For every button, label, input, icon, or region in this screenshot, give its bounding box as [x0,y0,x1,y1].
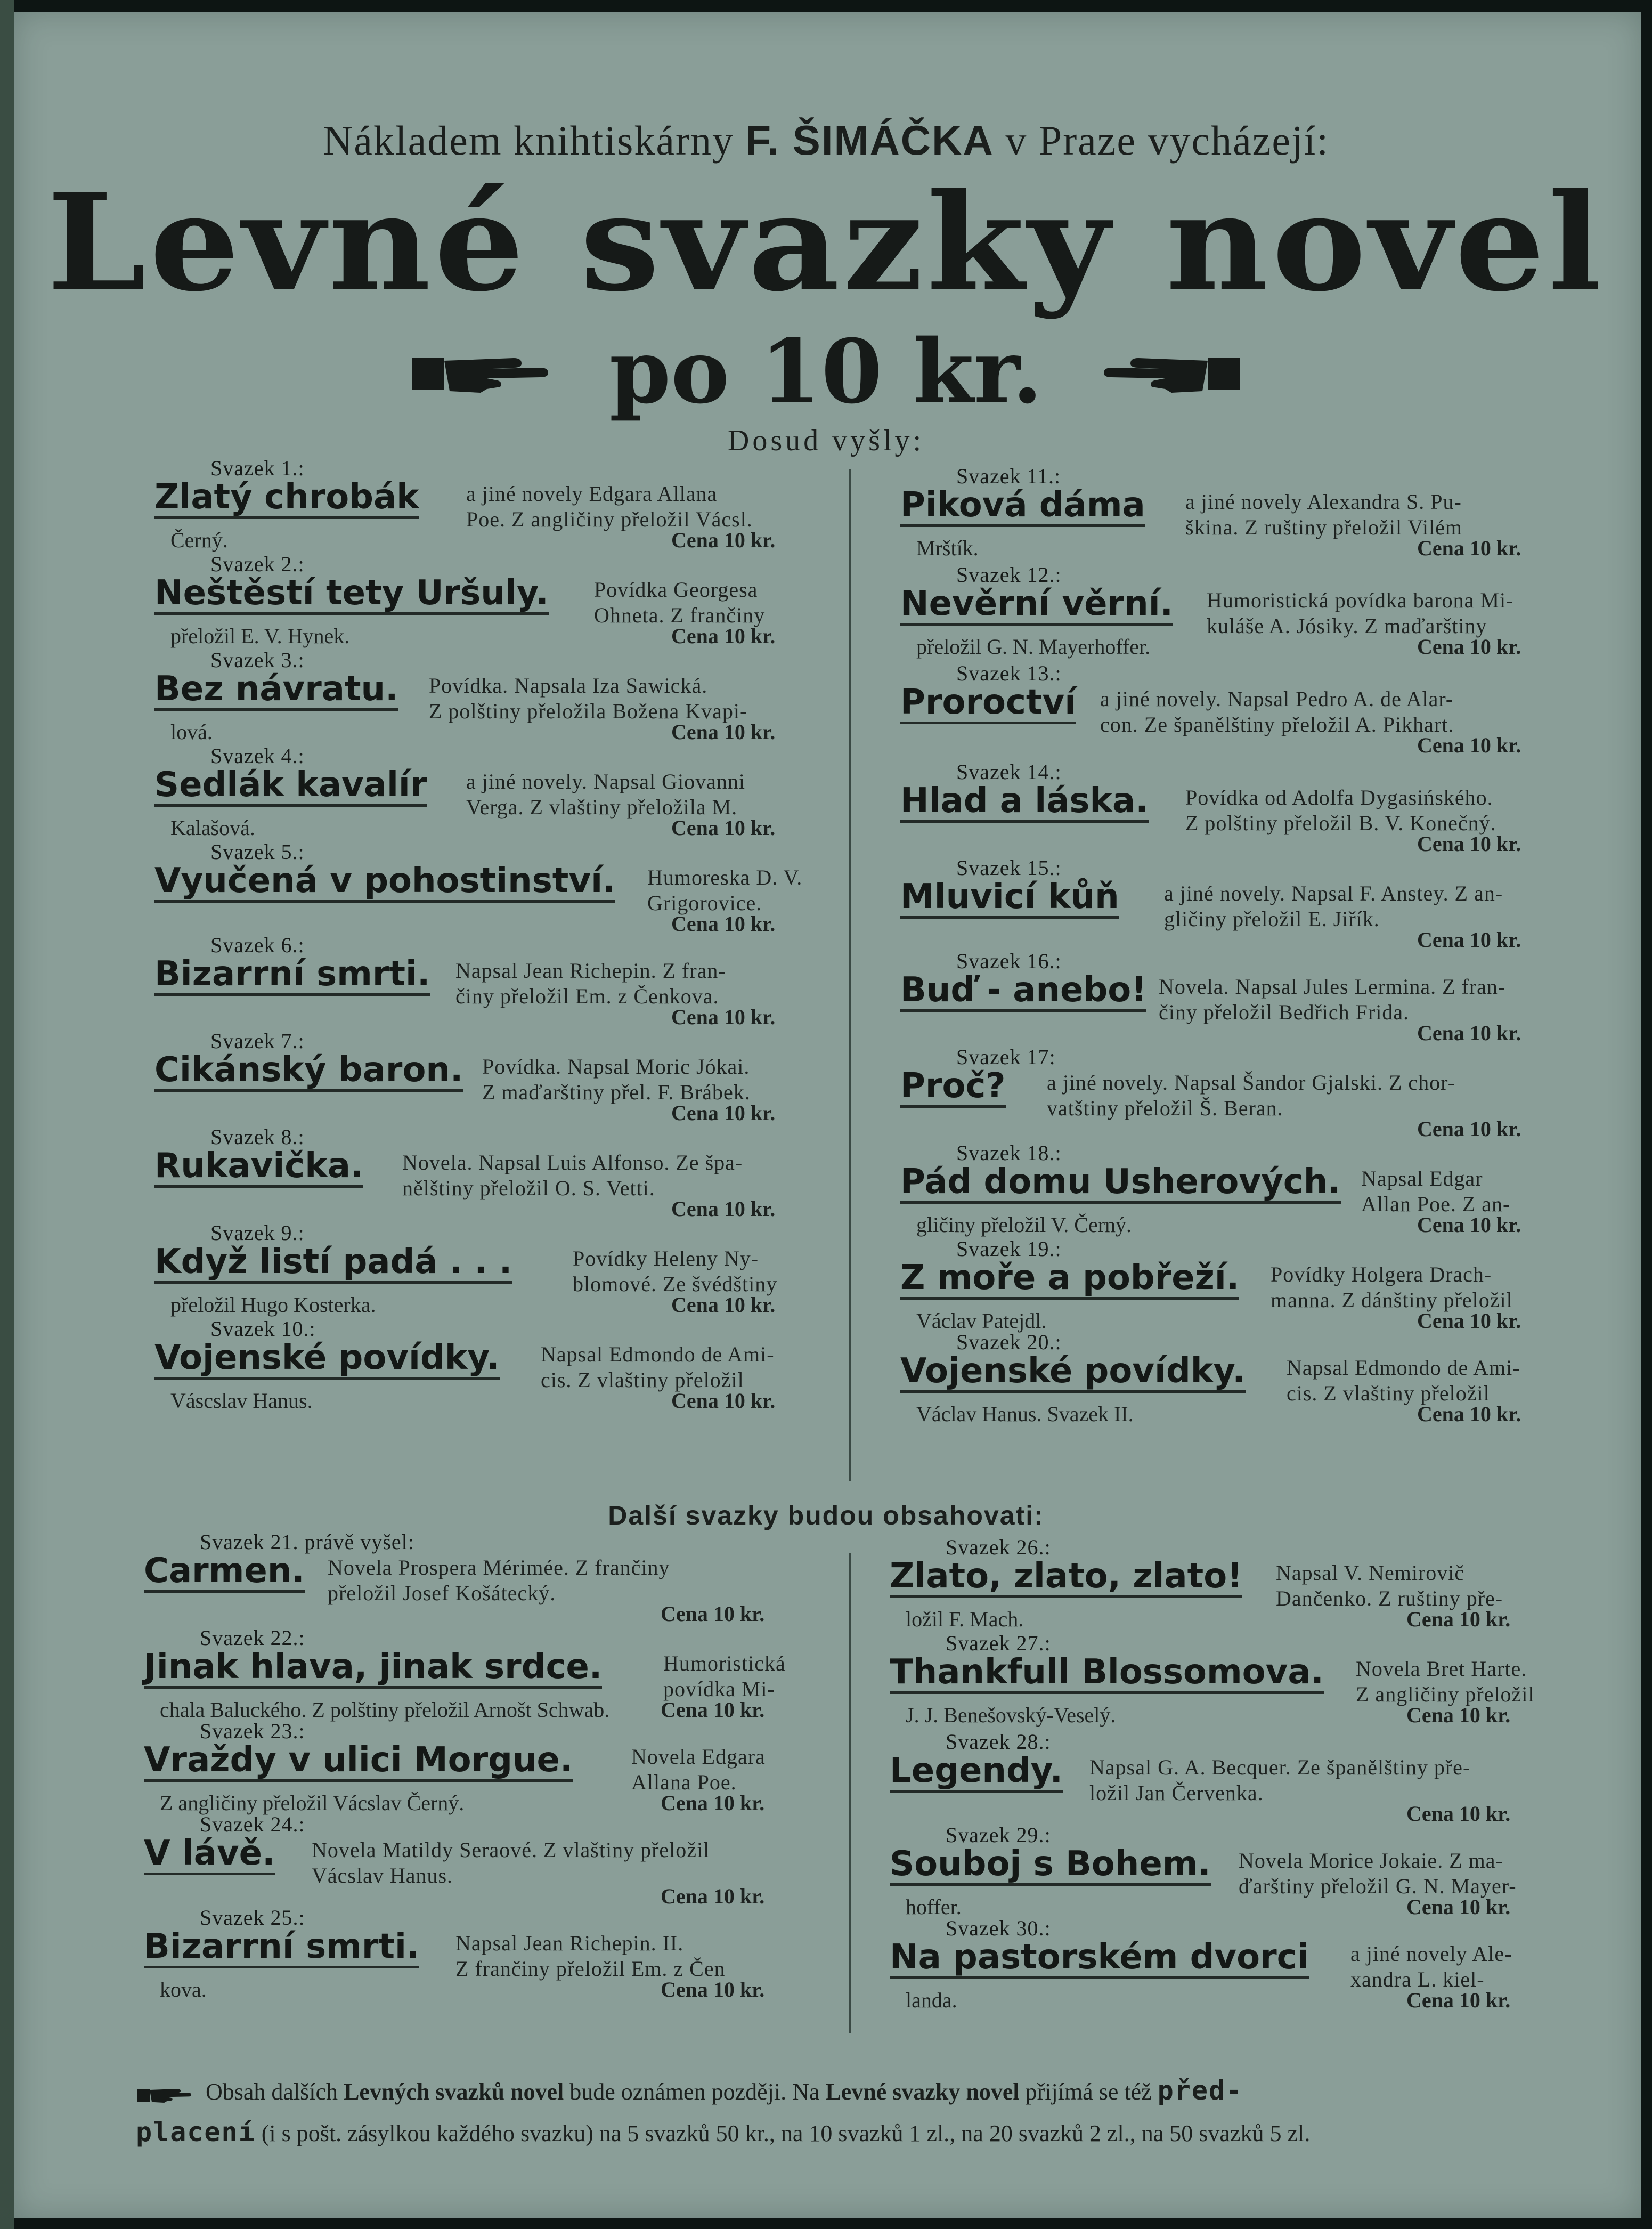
volume-price: Cena 10 kr. [1417,1021,1521,1045]
volume-title: Zlato, zlato, zlato! [890,1559,1242,1598]
page-title: Levné svazky novel [47,164,1605,321]
volume-description: a jiné novely. Napsal Pedro A. de Alar- con. Ze španělštiny přeložil A. Pikhart. [1100,687,1454,736]
volume-title: Vojenské povídky. [900,1353,1246,1393]
volume-description: Napsal V. Nemirovič Dančenko. Z ruštiny pře- [1276,1561,1503,1610]
volume-number: Svazek 27.: [946,1631,1051,1655]
volume-price: Cena 10 kr. [1406,1703,1511,1727]
pointing-hand-icon [136,2082,200,2106]
volume-title: Zlatý chrobák [154,480,419,519]
volume-number: Svazek 18.: [956,1141,1062,1165]
volume-description-tail: lová. [170,720,213,744]
volume-title: Vojenské povídky. [154,1340,500,1380]
publisher-suffix: v Praze vycházejí: [1005,117,1330,164]
volume-price: Cena 10 kr. [1406,1988,1511,2012]
volume-number: Svazek 25.: [200,1906,305,1930]
volume-description-tail: přeložil Hugo Kosterka. [170,1293,376,1317]
volume-title: Z moře a pobřeží. [900,1260,1239,1300]
volume-title: Pád domu Usherových. [900,1164,1341,1204]
volume-title: Bez návratu. [154,671,398,711]
volume-description: Povídka od Adolfa Dygasińského. Z polštiny přeložil B. V. Konečný. [1185,785,1496,835]
volume-description-tail: kova. [160,1977,207,2001]
volume-number: Svazek 24.: [200,1812,305,1836]
volume-description-tail: landa. [906,1988,957,2012]
volume-description: Napsal G. A. Becquer. Ze španělštiny pře- ložil Jan Červenka. [1089,1755,1471,1805]
volume-title: Hlad a láska. [900,783,1149,823]
volume-number: Svazek 5.: [210,840,305,864]
volume-title: Rukavička. [154,1148,363,1188]
column-divider-top [849,469,851,1481]
volume-title: Na pastorském dvorci [890,1940,1309,1979]
volume-price: Cena 10 kr. [1406,1607,1511,1631]
volume-price: Cena 10 kr. [1417,733,1521,757]
volume-price: Cena 10 kr. [1417,536,1521,560]
volume-description: Novela Edgara Allana Poe. [631,1745,766,1794]
volume-description-tail: hoffer. [906,1895,962,1919]
volume-number: Svazek 16.: [956,949,1062,973]
volume-title: Bizarrní smrti. [144,1929,419,1968]
volume-title: Souboj s Bohem. [890,1846,1211,1886]
volume-number: Svazek 22.: [200,1626,305,1650]
volume-description-tail: Václav Hanus. Svazek II. [916,1402,1134,1426]
volume-number: Svazek 17: [956,1045,1056,1069]
volume-price: Cena 10 kr. [671,1389,776,1413]
volume-description-tail: přeložil G. N. Mayerhoffer. [916,635,1151,659]
volume-title: Bizarrní smrti. [154,957,430,996]
volume-number: Svazek 14.: [956,760,1062,784]
volume-description-tail: J. J. Benešovský-Veselý. [906,1703,1116,1727]
publisher-line [0,116,1652,165]
volume-number: Svazek 12.: [956,563,1062,587]
volume-description: Novela. Napsal Jules Lermina. Z fran- činy přeložil Bedřich Frida. [1159,975,1506,1024]
volume-number: Svazek 15.: [956,856,1062,880]
volume-description: Napsal Edmondo de Ami- cis. Z vlaštiny přeložil [1287,1356,1520,1405]
volume-number: Svazek 2.: [210,552,305,576]
volume-description: Povídky Heleny Ny- blomové. Ze švédštiny [573,1246,778,1296]
volume-title: Sedlák kavalír [154,767,427,807]
volume-title: Když listí padá . . . [154,1244,512,1284]
volume-description: Novela Morice Jokaie. Z ma- ďarštiny přeložil G. N. Mayer- [1239,1849,1517,1898]
volume-price: Cena 10 kr. [1406,1895,1511,1919]
volume-title: Jinak hlava, jinak srdce. [144,1649,602,1689]
volume-description: Napsal Edmondo de Ami- cis. Z vlaštiny přeložil [541,1342,775,1392]
volume-title: Proroctví [900,685,1076,724]
volume-title: Piková dáma [900,488,1145,527]
volume-title: Buď - anebo! [900,972,1146,1012]
volume-description: a jiné novely Edgara Allana Poe. Z angličiny přeložil Vácsl. [466,482,753,531]
volume-price: Cena 10 kr. [671,1293,776,1317]
volume-number: Svazek 20.: [956,1330,1062,1354]
volume-description-tail: Z angličiny přeložil Vácslav Černý. [160,1791,465,1815]
volume-description: a jiné novely. Napsal F. Anstey. Z an- gličiny přeložil E. Jiřík. [1164,881,1503,931]
volume-number: Svazek 19.: [956,1237,1062,1261]
volume-title: V lávě. [144,1836,275,1875]
volume-price: Cena 10 kr. [671,1005,776,1029]
volume-price: Cena 10 kr. [671,528,776,552]
volume-description-tail: ložil F. Mach. [906,1607,1024,1631]
volume-description-tail: Kalašová. [170,816,255,840]
volume-description: Humoristická povídka barona Mi- kuláše A. Jósiky. Z maďarštiny [1207,588,1514,638]
pointing-hand-left-icon [1085,342,1240,401]
volume-number: Svazek 29.: [946,1823,1051,1847]
volume-description: Humoreska D. V. Grigorovice. [647,865,803,915]
volume-price: Cena 10 kr. [661,1884,765,1908]
volume-title: Vraždy v ulici Morgue. [144,1742,573,1782]
volume-description-tail: Václav Patejdl. [916,1309,1047,1333]
volume-price: Cena 10 kr. [671,1197,776,1221]
volume-number: Svazek 21. právě vyšel: [200,1530,414,1554]
volume-number: Svazek 26.: [946,1535,1051,1559]
volume-number: Svazek 23.: [200,1719,305,1743]
volume-price: Cena 10 kr. [671,1101,776,1125]
volume-price: Cena 10 kr. [661,1602,765,1626]
volume-title: Nevěrní věrní. [900,586,1173,626]
volume-description: Povídka Georgesa Ohneta. Z frančiny [594,578,766,627]
volume-description: a jiné novely. Napsal Šandor Gjalski. Z chor- vatštiny přeložil Š. Beran. [1047,1071,1455,1120]
volume-description: Novela Prospera Mérimée. Z frančiny přeložil Josef Košátecký. [328,1555,670,1605]
volume-number: Svazek 6.: [210,933,305,957]
volume-description: Napsal Edgar Allan Poe. Z an- [1361,1166,1511,1216]
volume-title: Legendy. [890,1753,1063,1793]
volume-price: Cena 10 kr. [1417,1213,1521,1237]
volume-description-tail: Černý. [170,528,228,552]
volume-price: Cena 10 kr. [671,912,776,936]
volume-description-tail: gličiny přeložil V. Černý. [916,1213,1132,1237]
volume-description: Povídka. Napsala Iza Sawická. Z polštiny přeložila Božena Kvapi- [429,674,748,723]
volume-number: Svazek 11.: [956,464,1061,488]
volume-number: Svazek 28.: [946,1730,1051,1754]
publisher-prefix: Nákladem knihtiskárny [322,117,734,164]
volume-description-tail: Váscslav Hanus. [170,1389,313,1413]
volume-number: Svazek 9.: [210,1221,305,1245]
volume-title: Cikánský baron. [154,1052,463,1092]
volume-title: Thankfull Blossomova. [890,1655,1324,1694]
volume-description: Novela. Napsal Luis Alfonso. Ze špa- nělštiny přeložil O. S. Vetti. [402,1150,743,1200]
volume-price: Cena 10 kr. [1406,1802,1511,1826]
volume-number: Svazek 13.: [956,661,1062,685]
volume-price: Cena 10 kr. [1417,928,1521,952]
volume-price: Cena 10 kr. [671,624,776,648]
volume-number: Svazek 1.: [210,456,305,480]
volume-description: a jiné novely Ale- xandra L. kiel- [1350,1942,1512,1991]
price-banner [0,320,1652,423]
volume-price: Cena 10 kr. [1417,1402,1521,1426]
volume-price: Cena 10 kr. [1417,832,1521,856]
pointing-hand-right-icon [412,342,567,401]
volume-number: Svazek 30.: [946,1916,1051,1940]
volume-price: Cena 10 kr. [1417,1309,1521,1333]
volume-description: Humoristická povídka Mi- [663,1651,786,1701]
section-heading-published: Dosud vyšly: [727,424,925,457]
footer-notice: Obsah dalších Levných svazků novel bude oznámen později. Na Levné svazky novel přijímá se též před- placení (i s pošt. zásylkou každého svazku) na 5 svazků 50 kr., na 10 svazků 1 zl., na 20 svazků 2 zl., na 50 svazků 5 zl. [136,2075,1311,2147]
volume-description: a jiné novely Alexandra S. Pu- škina. Z ruštiny přeložil Vilém [1185,490,1463,539]
volume-description: Novela Bret Harte. Z angličiny přeložil [1356,1657,1535,1706]
volume-description: Napsal Jean Richepin. II. Z frančiny přeložil Em. z Čen [455,1931,726,1981]
volume-price: Cena 10 kr. [661,1977,765,2001]
volume-number: Svazek 4.: [210,744,305,768]
volume-description-tail: přeložil E. V. Hynek. [170,624,350,648]
volume-number: Svazek 3.: [210,648,305,672]
volume-title: Vyučená v pohostinství. [154,863,615,903]
volume-number: Svazek 7.: [210,1029,305,1053]
publisher-name: F. ŠIMÁČKA [745,117,994,164]
column-divider-bottom [849,1553,851,2033]
volume-number: Svazek 8.: [210,1125,305,1149]
volume-description-tail: chala Baluckého. Z polštiny přeložil Arnošt Schwab. [160,1698,610,1722]
volume-price: Cena 10 kr. [1417,1117,1521,1141]
volume-title: Neštěstí tety Uršuly. [154,576,549,615]
volume-description: Napsal Jean Richepin. Z fran- činy přeložil Em. z Čenkova. [455,959,726,1008]
volume-price: Cena 10 kr. [661,1698,765,1722]
volume-description-tail: Mrštík. [916,536,979,560]
volume-description: Povídky Holgera Drach- manna. Z dánštiny přeložil [1271,1262,1513,1312]
price-label: po 10 kr. [609,320,1043,423]
volume-description: Novela Matildy Seraové. Z vlaštiny přeložil Vácslav Hanus. [312,1838,710,1887]
volume-description: a jiné novely. Napsal Giovanni Verga. Z vlaštiny přeložila M. [466,769,745,819]
volume-description: Povídka. Napsal Moric Jókai. Z maďarštiny přel. F. Brábek. [482,1055,751,1104]
section-heading-upcoming: Další svazky budou obsahovati: [608,1501,1044,1530]
volume-title: Mluvicí kůň [900,879,1119,919]
volume-price: Cena 10 kr. [661,1791,765,1815]
volume-price: Cena 10 kr. [671,816,776,840]
volume-title: Carmen. [144,1553,305,1593]
volume-price: Cena 10 kr. [671,720,776,744]
volume-number: Svazek 10.: [210,1317,316,1341]
volume-price: Cena 10 kr. [1417,635,1521,659]
volume-title: Proč? [900,1068,1006,1108]
